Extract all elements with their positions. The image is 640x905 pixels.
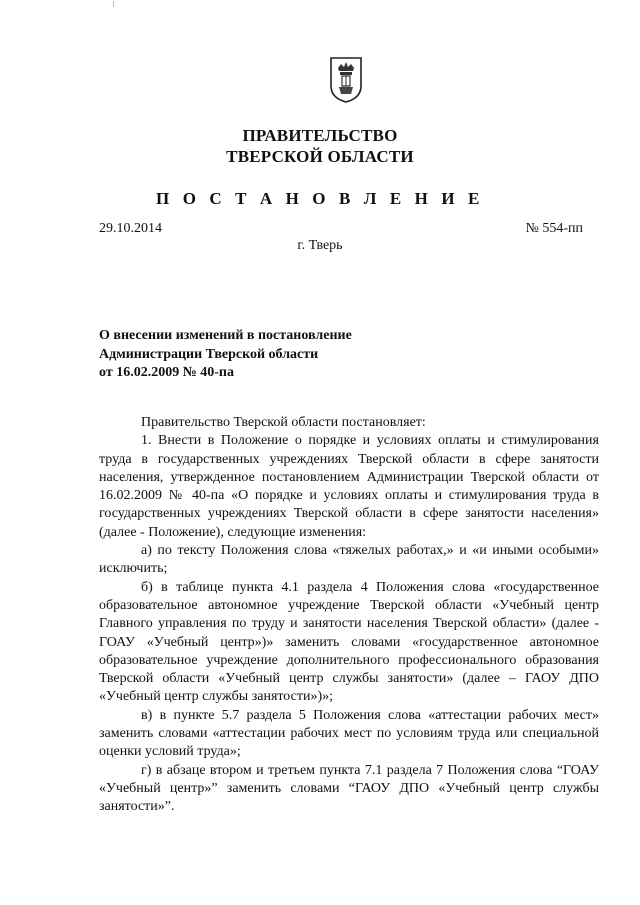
body-paragraph: г) в абзаце втором и третьем пункта 7.1 раздела 7 Положения слова “ГОАУ «Учебный центр»” заменить словами “ГАОУ ДПО «Учебный центр службы занятости»”.	[99, 762, 599, 815]
document-body	[99, 414, 599, 817]
document-city: г. Тверь	[297, 238, 343, 253]
body-paragraph: а) по тексту Положения слова «тяжелых работах,» и «и иными особыми» исключить;	[99, 543, 599, 577]
organization-name-line1: ПРАВИТЕЛЬСТВО	[242, 126, 398, 145]
subject-line: О внесении изменений в постановление	[99, 328, 352, 343]
body-paragraph: в) в пункте 5.7 раздела 5 Положения слова «аттестации рабочих мест» заменить словами «аттестации рабочих мест по условиям труда или специальной оценки условий труда»;	[99, 707, 599, 760]
subject-line: от 16.02.2009 № 40-па	[99, 365, 234, 380]
body-paragraph: б) в таблице пункта 4.1 раздела 4 Положения слова «государственное образовательное автономное учреждение Тверской области «Учебный центр Главного управления по труду и занятости населения Тверской области» (далее - ГОАУ «Учебный центр»)» заменить словами «государственное автономное образовательное учреждение дополнительного профессионального образования Тверской области «Учебный центр службы занятости» (далее – ГАОУ ДПО «Учебный центр службы занятости»)»;	[99, 579, 599, 705]
subject-line: Администрации Тверской области	[99, 346, 319, 362]
document-number: № 554-пп	[525, 221, 583, 236]
document-type-title: П О С Т А Н О В Л Е Н И Е	[156, 189, 484, 208]
body-paragraph: 1. Внести в Положение о порядке и условиях оплаты и стимулирования труда в государственных учреждениях Тверской области в сфере занятости населения, утвержденное постановлением Администрации Тверской области от 16.02.2009 № 40-па «О порядке и условиях оплаты и стимулирования труда в государственных учреждениях Тверской области в сфере занятости населения» (далее - Положение), следующие изменения:	[99, 433, 599, 540]
body-intro: Правительство Тверской области постановляет:	[141, 415, 426, 430]
coat-of-arms-icon	[329, 56, 363, 104]
organization-name-line2: ТВЕРСКОЙ ОБЛАСТИ	[226, 147, 414, 166]
document-subject	[99, 327, 419, 383]
scan-mark	[113, 1, 114, 7]
document-date: 29.10.2014	[99, 221, 162, 236]
